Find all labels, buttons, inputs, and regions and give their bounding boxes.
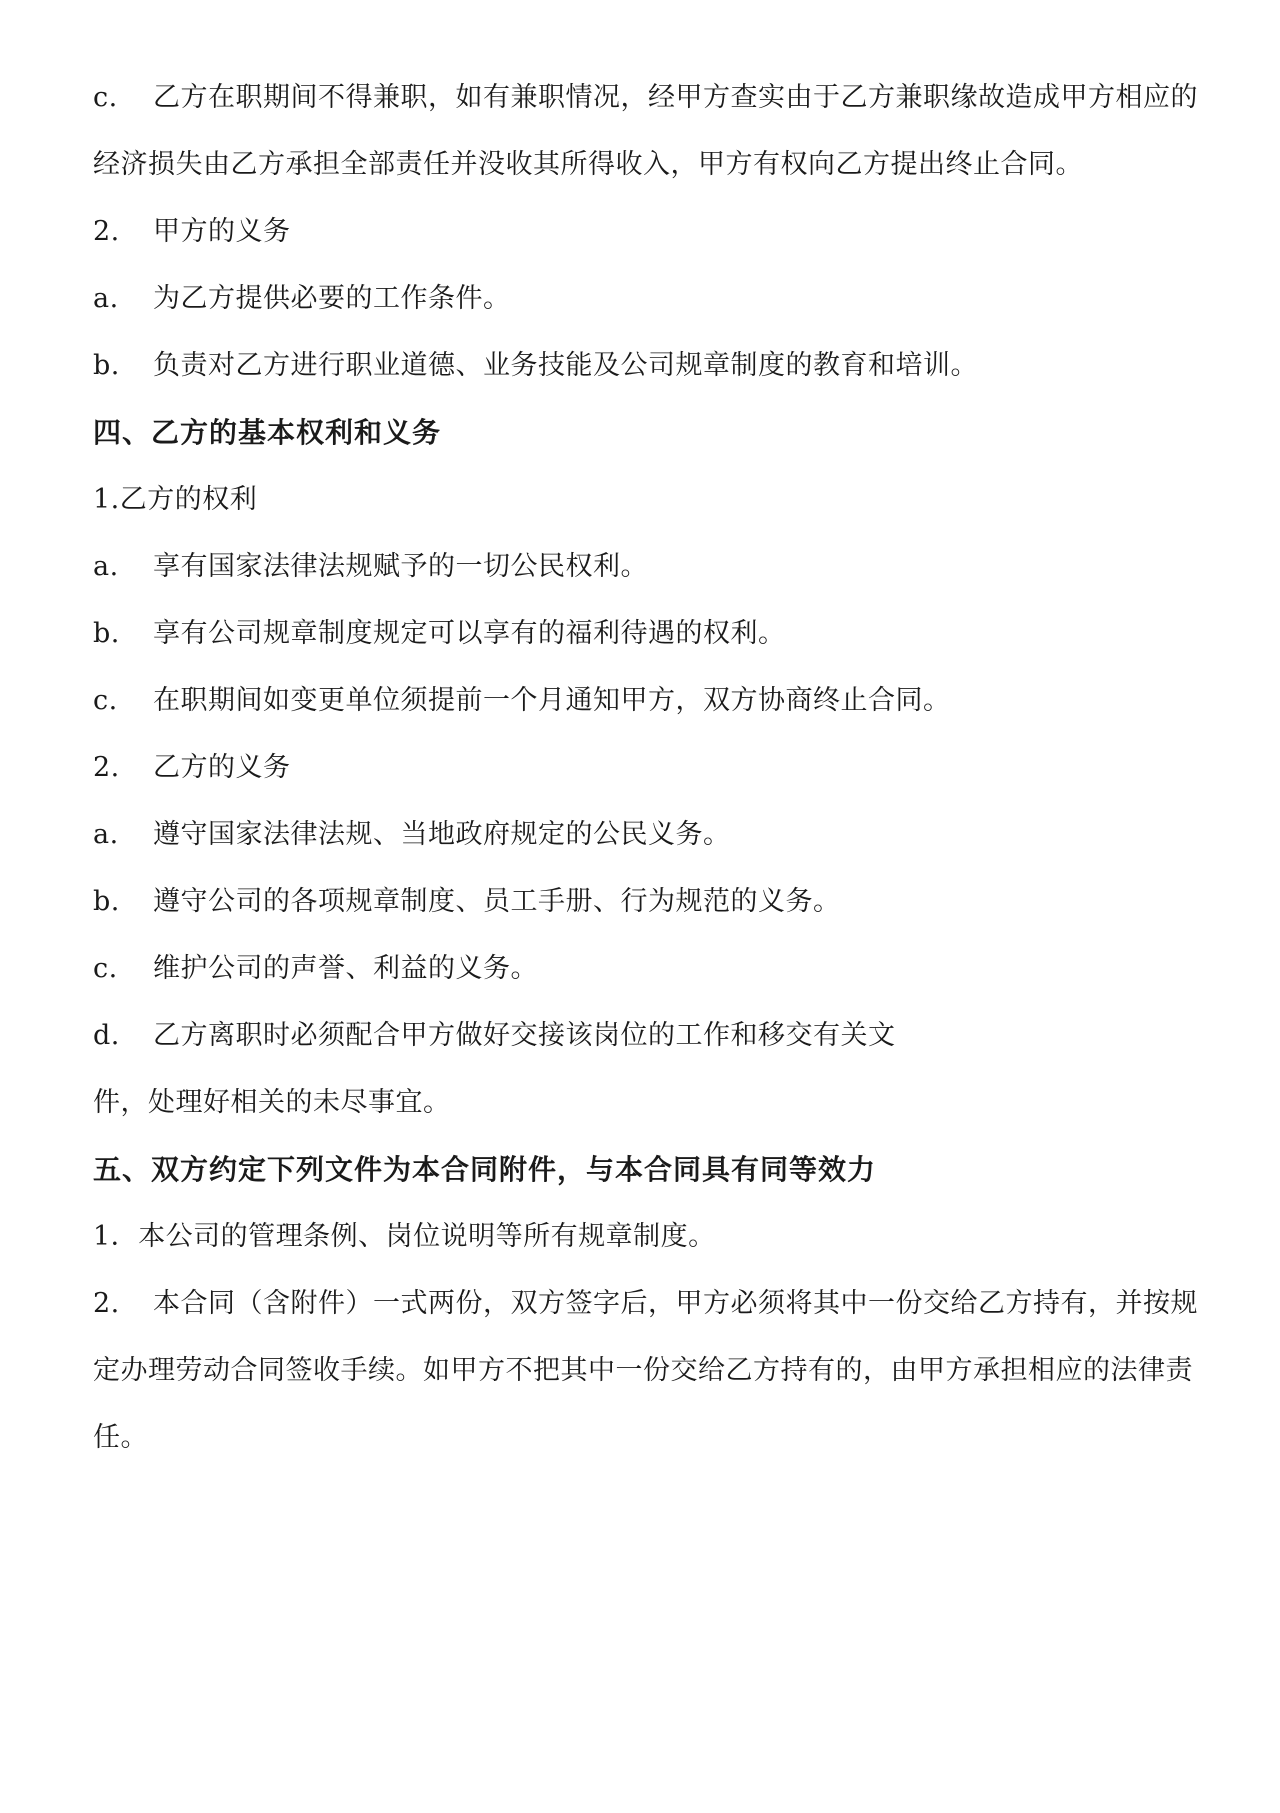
list-marker: 2. (93, 752, 120, 783)
clause-line (93, 533, 1223, 600)
list-marker: a. (93, 283, 119, 314)
clause-continuation (93, 1337, 1223, 1404)
section-heading (93, 1136, 1223, 1203)
subsection-title: 乙方的权利 (119, 484, 258, 515)
document-page (93, 64, 1223, 1471)
clause-text: 经济损失由乙方承担全部责任并没收其所得收入，甲方有权向乙方提出终止合同。 (93, 149, 1083, 180)
clause-text: 为乙方提供必要的工作条件。 (153, 283, 511, 314)
list-marker: c. (93, 685, 118, 716)
subsection-title: 乙方的义务 (153, 752, 291, 783)
clause-text: 遵守公司的各项规章制度、员工手册、行为规范的义务。 (153, 886, 841, 917)
list-marker: b. (93, 350, 120, 381)
list-marker: c. (93, 82, 118, 113)
clause-text: 在职期间如变更单位须提前一个月通知甲方，双方协商终止合同。 (153, 685, 951, 716)
list-marker: 1. (93, 484, 120, 515)
section-heading-text: 五、双方约定下列文件为本合同附件，与本合同具有同等效力 (93, 1153, 877, 1186)
clause-text: 件，处理好相关的未尽事宜。 (93, 1087, 451, 1118)
clause-continuation (93, 131, 1223, 198)
clause-text: 维护公司的声誉、利益的义务。 (153, 953, 538, 984)
subsection-title: 甲方的义务 (153, 216, 291, 247)
clause-text: 乙方在职期间不得兼职，如有兼职情况，经甲方查实由于乙方兼职缘故造成甲方相应的 (153, 82, 1198, 113)
clause-text: 本公司的管理条例、岗位说明等所有规章制度。 (138, 1221, 716, 1252)
clause-text: 定办理劳动合同签收手续。如甲方不把其中一份交给乙方持有的，由甲方承担相应的法律责 (93, 1355, 1193, 1386)
clause-continuation (93, 1404, 1223, 1471)
clause-line (93, 667, 1223, 734)
clause-text: 任。 (93, 1422, 148, 1453)
clause-line (93, 734, 1223, 801)
list-marker: 1． (93, 1221, 139, 1252)
section-heading (93, 399, 1223, 466)
clause-line (93, 332, 1223, 399)
clause-line (93, 265, 1223, 332)
clause-text: 本合同（含附件）一式两份，双方签字后，甲方必须将其中一份交给乙方持有，并按规 (153, 1288, 1198, 1319)
section-heading-text: 四、乙方的基本权利和义务 (93, 416, 442, 449)
clause-line (93, 600, 1223, 667)
clause-continuation (93, 1069, 1223, 1136)
list-marker: 2. (93, 1288, 120, 1319)
clause-text: 享有国家法律法规赋予的一切公民权利。 (153, 551, 648, 582)
clause-line (93, 935, 1223, 1002)
clause-line (93, 198, 1223, 265)
clause-text: 乙方离职时必须配合甲方做好交接该岗位的工作和移交有关文 (153, 1020, 896, 1051)
list-marker: c. (93, 953, 118, 984)
list-marker: a. (93, 819, 119, 850)
clause-line (93, 466, 1223, 533)
clause-text: 享有公司规章制度规定可以享有的福利待遇的权利。 (153, 618, 786, 649)
list-marker: d. (93, 1020, 120, 1051)
clause-line (93, 801, 1223, 868)
clause-line (93, 1270, 1223, 1337)
list-marker: a. (93, 551, 119, 582)
clause-text: 遵守国家法律法规、当地政府规定的公民义务。 (153, 819, 731, 850)
clause-text: 负责对乙方进行职业道德、业务技能及公司规章制度的教育和培训。 (153, 350, 978, 381)
clause-line (93, 64, 1223, 131)
list-marker: b. (93, 618, 120, 649)
list-marker: 2. (93, 216, 120, 247)
clause-line (93, 1002, 1223, 1069)
clause-line (93, 868, 1223, 935)
list-marker: b. (93, 886, 120, 917)
clause-line (93, 1203, 1223, 1270)
